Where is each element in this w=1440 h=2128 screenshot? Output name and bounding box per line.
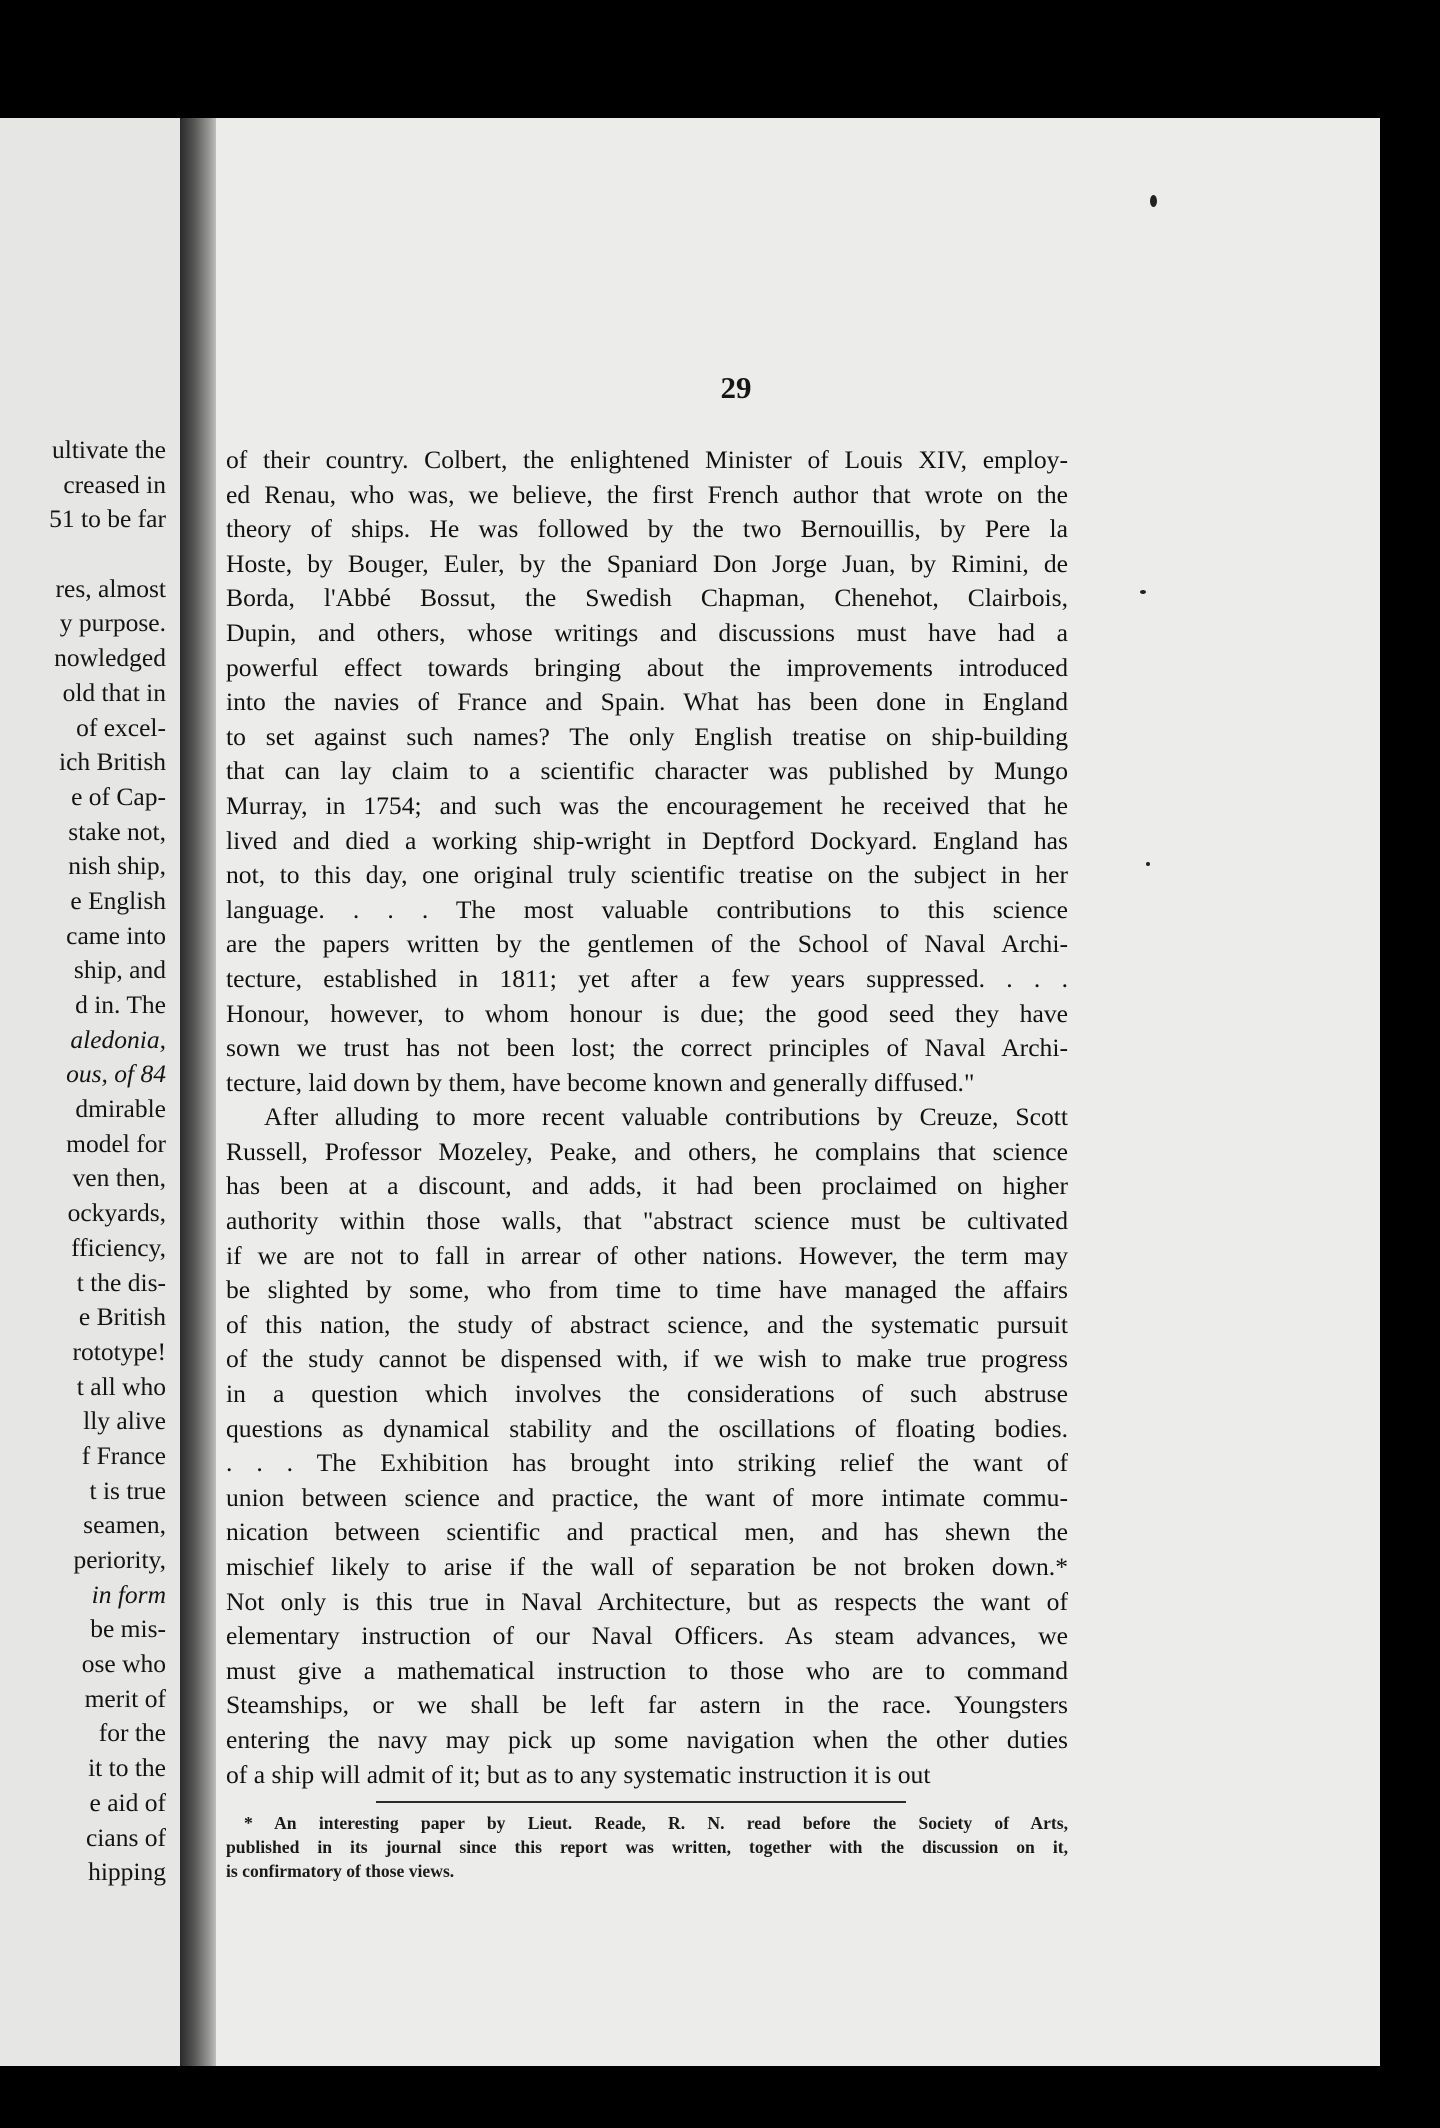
main-page (216, 118, 1380, 2066)
facing-page-line: nish ship, (68, 851, 166, 881)
ink-speck (1150, 195, 1157, 207)
text-line: Honour, however, to whom honour is due; the good seed they have (226, 998, 1068, 1028)
facing-page-line: e British (78, 1302, 166, 1332)
facing-page-line: 51 to be far (49, 504, 166, 534)
text-line: that can lay claim to a scientific character was published by Mungo (226, 756, 1068, 786)
text-line: entering the navy may pick up some navigation when the other duties (226, 1724, 1068, 1754)
facing-page-line: be mis- (90, 1614, 166, 1644)
facing-page-line: t the dis- (76, 1267, 166, 1297)
facing-page-line (0, 537, 166, 572)
footnote-rule (376, 1801, 906, 1803)
text-line: of this nation, the study of abstract science, and the systematic pursuit (226, 1309, 1068, 1339)
text-line: of their country. Colbert, the enlightened Minister of Louis XIV, employ- (226, 445, 1068, 474)
facing-page-line: hipping (88, 1857, 166, 1887)
facing-page-line: d in. The (75, 990, 166, 1019)
facing-page-line: t is true (89, 1475, 166, 1505)
text-line: to set against such names? The only English treatise on ship-building (226, 721, 1068, 751)
text-line: in a question which involves the considerations of such abstruse (226, 1379, 1068, 1409)
text-line: elementary instruction of our Naval Officers. As steam advances, we (226, 1621, 1068, 1651)
facing-page-line: ockyards, (67, 1198, 166, 1228)
text-line: mischief likely to arise if the wall of separation be not broken down.* (226, 1552, 1068, 1581)
facing-page-line: for the (98, 1718, 166, 1748)
text-line: are the papers written by the gentlemen of the School of Naval Archi- (226, 929, 1068, 959)
facing-page-line: stake not, (68, 816, 166, 846)
facing-page-line: y purpose. (59, 608, 166, 638)
facing-page-line: e English (70, 885, 166, 915)
facing-page-line: ous, of 84 (66, 1059, 166, 1089)
facing-page-line: f France (81, 1440, 166, 1470)
text-line: Borda, l'Abbé Bossut, the Swedish Chapman, Chenehot, Clairbois, (226, 583, 1068, 613)
text-line: not, to this day, one original truly scientific treatise on the subject in her (226, 860, 1068, 890)
facing-page-line: fficiency, (71, 1232, 166, 1262)
facing-page-line: e of Cap- (71, 781, 166, 811)
facing-page-line: dmirable (75, 1094, 166, 1124)
facing-page-line: ose who (81, 1649, 166, 1679)
facing-page-line: in form (91, 1579, 166, 1609)
text-line: Dupin, and others, whose writings and discussions must have had a (226, 617, 1068, 647)
facing-page-text (0, 433, 166, 1890)
book-gutter (180, 118, 220, 2066)
facing-page (0, 118, 180, 2066)
text-line: Hoste, by Bouger, Euler, by the Spaniard Don Jorge Juan, by Rimini, de (226, 548, 1068, 578)
text-line: ed Renau, who was, we believe, the first French author that wrote on the (226, 479, 1068, 509)
text-line: be slighted by some, who from time to time have managed the affairs (226, 1275, 1068, 1305)
text-line: questions as dynamical stability and the oscillations of floating bodies. (226, 1413, 1068, 1443)
text-line: . . . The Exhibition has brought into striking relief the want of (226, 1448, 1068, 1478)
facing-page-line: aledonia, (70, 1024, 166, 1054)
text-line: of a ship will admit of it; but as to any systematic instruction it is out (226, 1759, 931, 1789)
footnote (226, 1811, 1068, 1883)
text-line: theory of ships. He was followed by the two Bernouillis, by Pere la (226, 514, 1068, 544)
facing-page-line: rototype! (72, 1336, 166, 1366)
facing-page-line: it to the (88, 1753, 166, 1783)
footnote-line: is confirmatory of those views. (226, 1861, 455, 1881)
body-text (226, 443, 1068, 1792)
facing-page-line: ship, and (73, 955, 166, 985)
facing-page-line: came into (66, 920, 166, 950)
page-number: 29 (720, 370, 752, 405)
text-line: of the study cannot be dispensed with, if we wish to make true progress (226, 1344, 1068, 1374)
facing-page-line: seamen, (83, 1510, 166, 1540)
text-line: into the navies of France and Spain. What has been done in England (226, 687, 1068, 717)
facing-page-line: cians of (85, 1822, 166, 1852)
text-line: must give a mathematical instruction to those who are to command (226, 1655, 1068, 1685)
text-line: lived and died a working ship-wright in Deptford Dockyard. England has (226, 825, 1068, 855)
text-line: Not only is this true in Naval Architecture, but as respects the want of (226, 1586, 1068, 1616)
facing-page-line: lly alive (83, 1406, 166, 1436)
text-line: tecture, established in 1811; yet after a few years suppressed. . . . (226, 963, 1068, 993)
text-line: nication between scientific and practical men, and has shewn the (226, 1517, 1068, 1547)
facing-page-line: creased in (63, 469, 166, 499)
facing-page-line: ultivate the (51, 435, 166, 464)
text-line: Russell, Professor Mozeley, Peake, and others, he complains that science (226, 1136, 1068, 1166)
footnote-line: * An interesting paper by Lieut. Reade, R. N. read before the Society of Arts, (244, 1813, 1068, 1833)
text-line: powerful effect towards bringing about the improvements introduced (226, 652, 1068, 682)
text-line: authority within those walls, that "abstract science must be cultivated (226, 1206, 1068, 1236)
ink-speck (1140, 590, 1146, 594)
text-line: tecture, laid down by them, have become known and generally diffused." (226, 1067, 975, 1097)
facing-page-line: t all who (76, 1371, 166, 1401)
facing-page-line: ven then, (72, 1163, 166, 1193)
facing-page-line: periority, (73, 1545, 166, 1574)
facing-page-line: e aid of (89, 1787, 166, 1817)
text-line: sown we trust has not been lost; the correct principles of Naval Archi- (226, 1033, 1068, 1063)
facing-page-line: ich British (59, 747, 166, 777)
text-line: Murray, in 1754; and such was the encouragement he received that he (226, 790, 1068, 820)
text-line: language. . . . The most valuable contributions to this science (226, 894, 1068, 924)
facing-page-line: of excel- (76, 712, 166, 742)
text-line: union between science and practice, the want of more intimate commu- (226, 1482, 1068, 1512)
text-line: After alluding to more recent valuable contributions by Creuze, Scott (264, 1102, 1068, 1132)
facing-page-line: model for (66, 1128, 166, 1158)
footnote-line: published in its journal since this report was written, together with the discussion on it, (226, 1837, 1068, 1857)
facing-page-line: old that in (62, 677, 166, 707)
facing-page-line: merit of (84, 1683, 166, 1713)
facing-page-line: nowledged (54, 643, 166, 673)
text-line: has been at a discount, and adds, it had been proclaimed on higher (226, 1171, 1068, 1201)
ink-speck (1146, 862, 1150, 866)
facing-page-line: res, almost (55, 573, 166, 603)
text-line: Steamships, or we shall be left far astern in the race. Youngsters (226, 1690, 1068, 1720)
text-line: if we are not to fall in arrear of other nations. However, the term may (226, 1240, 1068, 1270)
